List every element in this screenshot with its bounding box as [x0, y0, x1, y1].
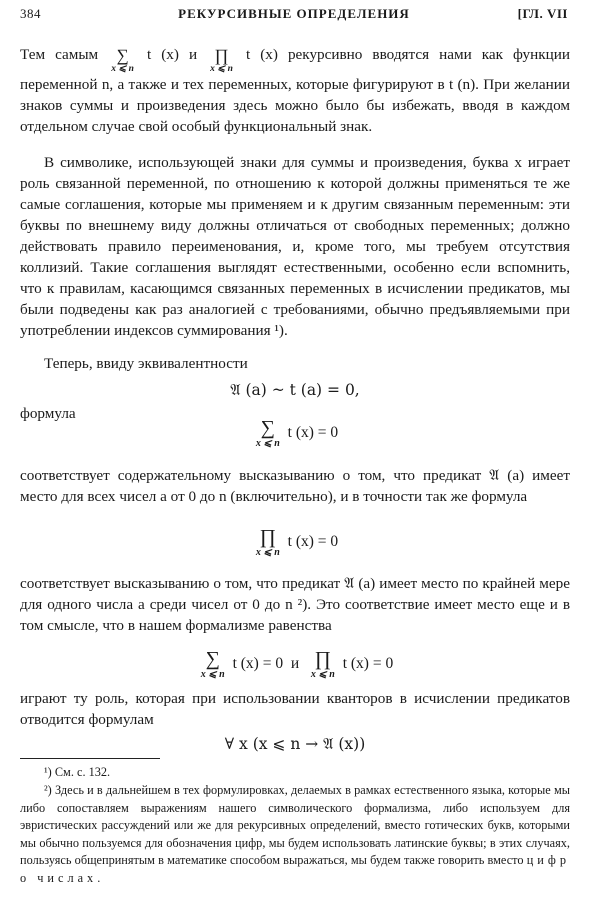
formula-sum [20, 418, 570, 449]
para1-and: и [189, 46, 198, 63]
chapter-label: [ГЛ. VII [517, 6, 568, 21]
footnote-2 [20, 782, 570, 887]
footnote-divider [20, 758, 160, 759]
paragraph-1 [20, 44, 570, 137]
product-operator: ∏ x ⩽ n [310, 648, 335, 680]
page-number: 384 [20, 6, 41, 21]
paragraph-2: В символике, использующей знаки для суммы и произведения, буква x играет роль связанной переменной, по отношению к которой должны применяться те же самые соглашения, которые мы применяем и к другим связанным переменным: эти буквы по внешнему виду должны отличаться от свободных переменных; должно действовать правило переименования, и, кроме того, мы требуем отсутствия коллизий. Такие соглашения выглядят естественными, особенно если вспомнить, что к правилам, касающимся связанных переменных в исчислении предикатов, мы были подведены как раз аналогией с требованиями, обычно предъявляемыми при употреблении индексов суммирования ¹). [20, 154, 570, 339]
formula-right: t (x) = 0 [342, 655, 394, 673]
paragraph-5: соответствует высказыванию о том, что предикат 𝔄 (a) имеет место по крайней мере для одного числа a среди чисел от 0 до n ²). Это соответствие имеет место еще и в том смысле, что в нашем формализме равенства [20, 575, 570, 634]
formula-equivalence: 𝔄 (a) ~ t (a) = 0, [230, 381, 360, 399]
para1-lead: Тем самым [20, 46, 99, 63]
sum-operator: ∑ x ⩽ n [111, 46, 134, 74]
sum-operator: ∑ x ⩽ n [200, 648, 225, 680]
word-formula: формула [20, 405, 76, 422]
footnote-1: ¹) См. с. 132. [44, 765, 111, 779]
sum-operator: ∑ x ⩽ n [255, 417, 280, 449]
para1-term-2: t (x) [245, 46, 278, 63]
formula-product [20, 527, 570, 558]
running-header [20, 6, 568, 26]
product-operator: ∏ x ⩽ n [255, 526, 280, 558]
formula-equalities [20, 649, 570, 680]
paragraph-6: играют ту роль, которая при использовании кванторов в исчислении предикатов отводится формулам [20, 690, 570, 728]
footnote-2-text: ²) Здесь и в дальнейшем в тех формулировках, делаемых в рамках естественного языка, которые мы либо сопоставляем выражениям нашего символического формализма, либо используем для эвристических рассуждений или же для рекурсивных определений, вместо готических букв, которыми мы обычно пользуемся для обозначения цифр, мы будем использовать латинские буквы; в этих случаях, пользуясь общепринятым в математике способом выражаться, мы будем также говорить вместо [20, 783, 570, 867]
formula-and: и [290, 655, 300, 673]
paragraph-4: соответствует содержательному высказыванию о том, что предикат 𝔄 (a) имеет место для всех чисел a от 0 до n (включительно), и в точности так же формула [20, 467, 570, 505]
para1-term: t (x) [147, 46, 179, 63]
paragraph-3: Теперь, ввиду эквивалентности [44, 355, 248, 372]
running-title: РЕКУРСИВНЫЕ ОПРЕДЕЛЕНИЯ [178, 6, 410, 21]
formula-left: t (x) = 0 [232, 655, 284, 673]
product-operator: ∏ x ⩽ n [210, 46, 233, 74]
formula-quantifier: ∀ x (x ⩽ n → 𝔄 (x)) [224, 735, 366, 753]
para1-rest: рекурсивно вводятся нами как функции переменной n, а также и тех переменных, которые фигурируют в t (n). При желании знаков суммы и произведения здесь можно было бы избежать, вводя в каждом отдельном случае свой особый функциональный знак. [20, 46, 570, 135]
footnote-2-spaced: цифр о числах. [20, 853, 570, 885]
formula-product-body: t (x) = 0 [287, 533, 339, 551]
formula-sum-body: t (x) = 0 [287, 424, 339, 442]
